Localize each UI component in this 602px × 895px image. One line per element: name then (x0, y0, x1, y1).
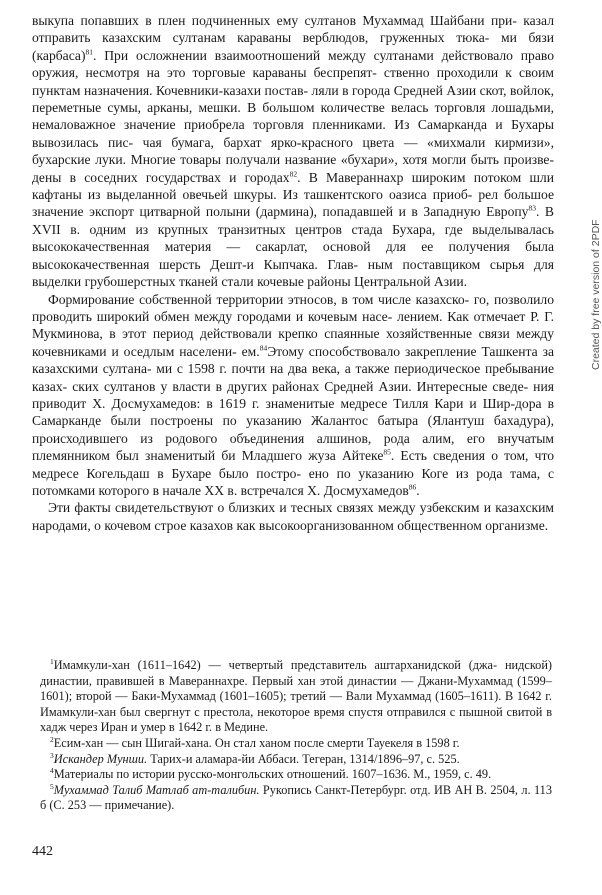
paragraph-3: Эти факты свидетельствуют о близких и тесных связях между узбекским и казахским народами, о кочевом строе казахов как высокоорганизованном общественном организме. (32, 500, 555, 533)
watermark (578, 90, 602, 370)
footnote-ref: 81 (85, 47, 93, 57)
footnote-ref: 83 (528, 203, 536, 213)
footnote-1: $^1$Имамкули-хан (1611–1642) — четвертый представитель аштарханидской (джа- нидской) династии, правившей в Мавераннахре. Первый хан этой династии — Джани-Мухаммад (1599–1601); второй — Баки-Мухаммад (1601–1605); третий — Вали Мухаммад (1605–1611). В 1642 г. Имамкули-хан был свергнут с престола, некоторое время спустя отправился с пышной свитой в хадж через Иран и умер в 1642 г. в Медине. (40, 656, 553, 735)
footnote-ref: 84 (259, 343, 268, 353)
footnote-4: $^4$Материалы по истории русско-монгольских отношений. 1607–1636. М., 1959, с. 49. (50, 766, 492, 782)
paragraph-1: выкупа попавших в плен подчиненных ему султанов Мухаммад Шайбани при- казал отправить казахским султанам караваны верблюдов, груженных тюка- ми бязи (карбаса)$^{81}$. При осложнении взаимоотношений между султанами действовало право оружия, несмотря на это торговые караваны беспрепят- ственно проходили к своим пунктам назначения. Кочевники-казахи постав- ляли в города Средней Азии скот, войлок, переметные сумы, арканы, мешки. В большом количестве велась торговля лошадьми, немаловажное значение приобрела торговля пленниками. Из Самарканда и Бухары вывозилась пис- чая бумага, бархат ярко-красного цвета — «михмали кирмизи», бухарские луки. Многие товары получали название «бухари», хотя могли быть произве- дены в соседних государствах и городах$^{82}$. В Мавераннахр широким потоком шли кафтаны из выделанной овечьей шкуры. Из ташкентского оазиса приоб- рел большое значение экспорт цитварной полыни (дармина), попадавшей и в Западную Европу$^{83}$. В XVII в. одним из крупных транзитных центров стада Бухара, где выделывалась высококачественная материя — сакарлат, основой для ее получения была высококачественная шерсть Дешт-и Кыпчака. Глав- ным поставщиком сырья для выделки грубошерстных тканей стали кочевые районы Центральной Азии. (32, 13, 555, 290)
footnote-ref: 85 (383, 447, 391, 457)
footnote-5: $^5$Мухаммад Талиб Матлаб ат-талибин. Рукопись Санкт-Петербург. отд. ИВ АН В. 2504, л. 113 б (С. 253 — примечание). (40, 781, 552, 813)
footnote-2: $^2$Есим-хан — сын Шигай-хана. Он стал ханом после смерти Тауекеля в 1598 г. (50, 734, 460, 750)
footnote-ref: 82 (289, 169, 298, 179)
footnote-ref: 86 (408, 482, 417, 492)
watermark-text: Created by free version of 2PDF (590, 219, 602, 370)
footnotes (40, 658, 552, 814)
footnote-3: $^3$Искандер Мунши. Тарих-и аламара-йи Аббаси. Тегеран, 1314/1896–97, с. 525. (50, 750, 460, 766)
page-number: 442 (32, 844, 53, 859)
main-text (32, 12, 554, 534)
paragraph-2: Формирование собственной территории этносов, в том числе казахско- го, позволило проводить широкий обмен между городами и кочевым насе- лением. Как отмечает Р. Г. Мукминова, в этот период действовали крепко спаянные хозяйственные связи между кочевниками и оседлым населени- ем.$^{84}$Этому способствовало закрепление Ташкента за казахскими султана- ми с 1598 г. почти на два века, а также периодическое пребывание казах- ских султанов у власти в других районах Средней Азии. Интересные сведе- ния приводит Х. Досмухамедов: в 1619 г. знаменитые медресе Тилля Кари и Шир-дора в Самарканде были построены по указанию Жалантос батыра (Ялантуш бахадура), происходившего из родового объединения алшинов, рода алим, его внучатым племянником был знаменитый би Младшего жуза Айтеке$^{85}$. Есть сведения о том, что медресе Когельдаш в Бухаре было постро- ено по указанию Коге из рода тама, с потомками которого в начале XX в. встречался Х. Досмухамедов$^{86}$. (32, 291, 555, 498)
